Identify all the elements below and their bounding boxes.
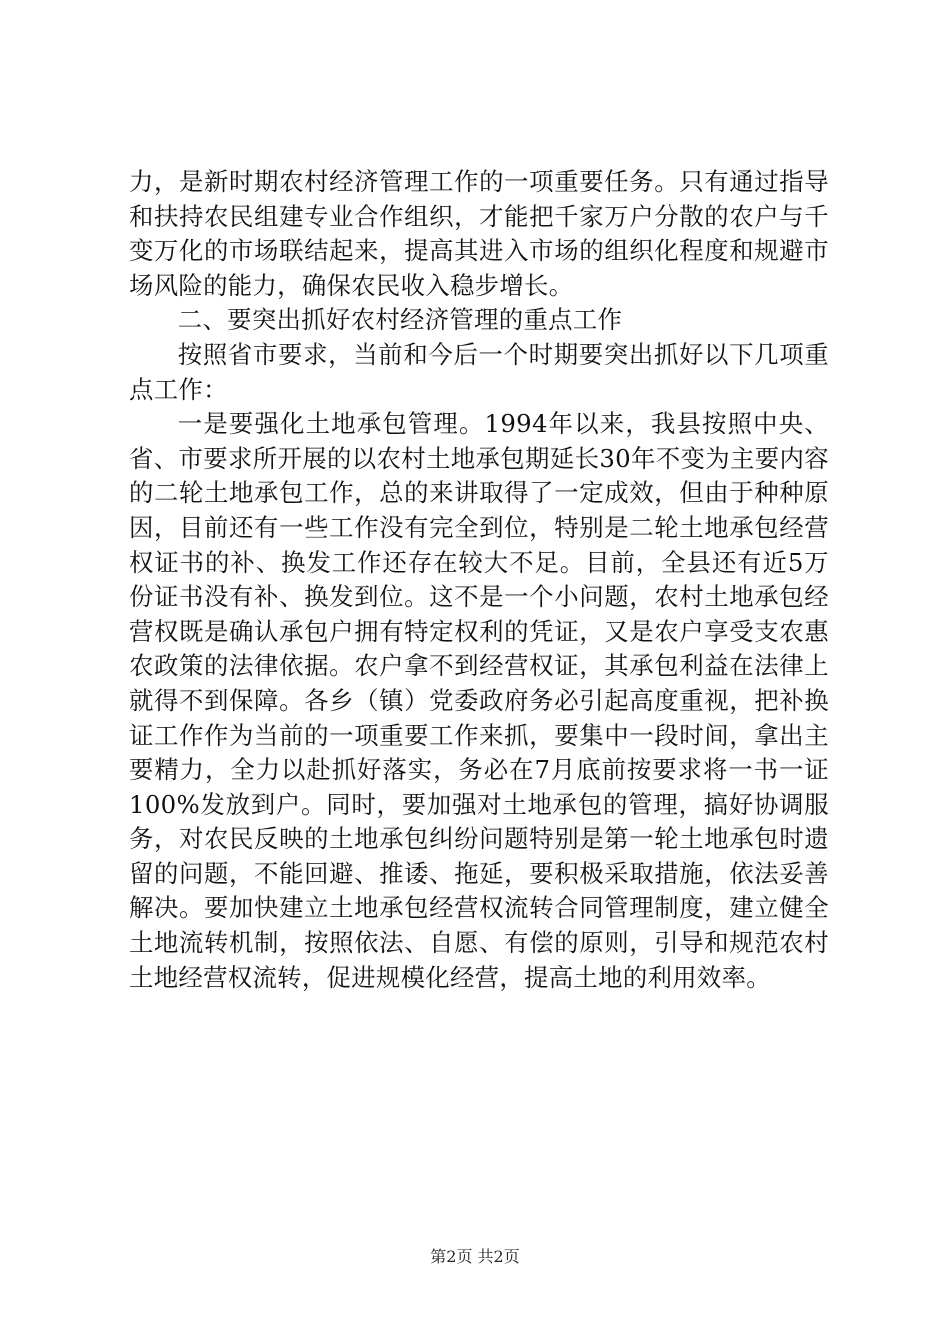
- paragraph-land-contract: 一是要强化土地承包管理。1994年以来，我县按照中央、省、市要求所开展的以农村土地承包期延长30年不变为主要内容的二轮土地承包工作，总的来讲取得了一定成效，但由于种种原因，目前还有一些工作没有完全到位，特别是二轮土地承包经营权证书的补、换发工作还存在较大不足。目前，全县还有近5万份证书没有补、换发到位。这不是一个小问题，农村土地承包经营权既是确认承包户拥有特定权利的凭证，又是农户享受支农惠农政策的法律依据。农户拿不到经营权证，其承包利益在法律上就得不到保障。各乡（镇）党委政府务必引起高度重视，把补换证工作作为当前的一项重要工作来抓，要集中一段时间，拿出主要精力，全力以赴抓好落实，务必在7月底前按要求将一书一证100%发放到户。同时，要加强对土地承包的管理，搞好协调服务，对农民反映的土地承包纠纷问题特别是第一轮土地承包时遗留的问题，不能回避、推诿、拖延，要积极采取措施，依法妥善解决。要加快建立土地承包经营权流转合同管理制度，建立健全土地流转机制，按照依法、自愿、有偿的原则，引导和规范农村土地经营权流转，促进规模化经营，提高土地的利用效率。: [129, 409, 829, 992]
- page-footer: 第2页 共2页: [430, 1247, 520, 1266]
- section-heading: 二、要突出抓好农村经济管理的重点工作: [177, 305, 623, 335]
- paragraph-intro: 按照省市要求，当前和今后一个时期要突出抓好以下几项重点工作：: [129, 339, 829, 404]
- paragraph-continuation: 力，是新时期农村经济管理工作的一项重要任务。只有通过指导和扶持农民组建专业合作组织，才能把千家万户分散的农户与千变万化的市场联结起来，提高其进入市场的组织化程度和规避市场风险的能力，确保农民收入稳步增长。: [129, 167, 829, 300]
- document-body: [129, 165, 829, 995]
